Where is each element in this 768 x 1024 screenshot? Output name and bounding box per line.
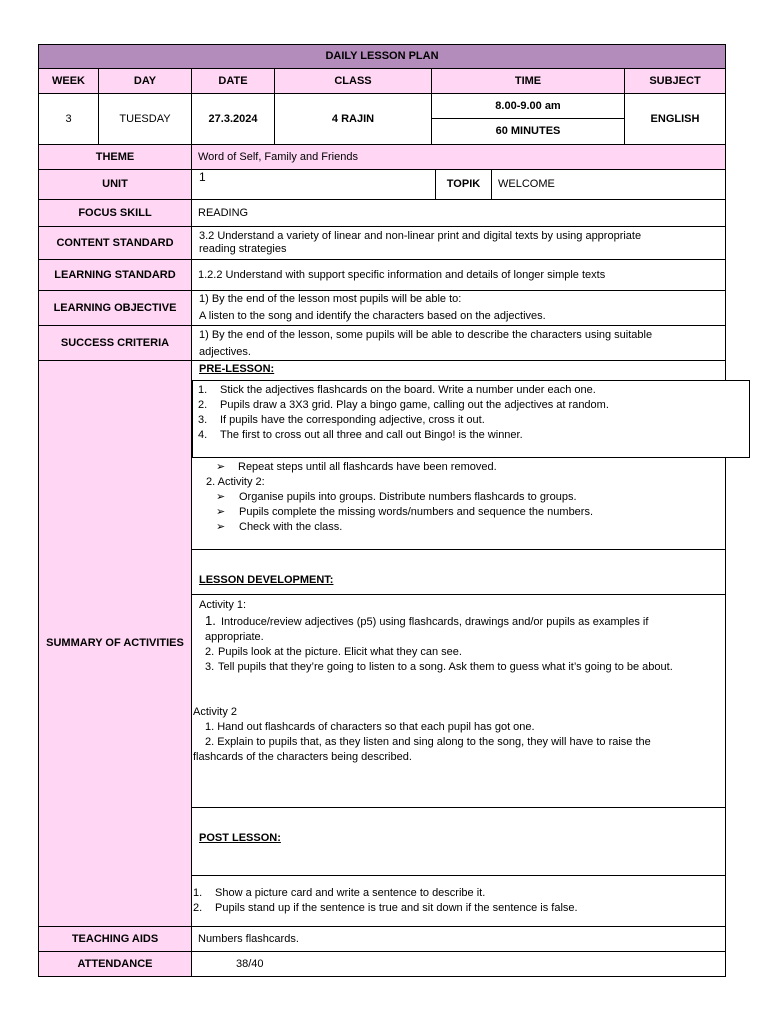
learning-objective-line1: 1) By the end of the lesson most pupils will be able to: <box>199 293 462 305</box>
dev-activity2-line: flashcards of the characters being described. <box>193 751 412 763</box>
dev-activity1-title: Activity 1: <box>199 599 247 611</box>
topic-label: TOPIK <box>435 169 492 200</box>
duration-value: 60 MINUTES <box>431 118 625 145</box>
bingo-step: Pupils draw a 3X3 grid. Play a bingo game, calling out the adjectives at random. <box>220 399 609 411</box>
subject-value: ENGLISH <box>624 93 726 145</box>
summary-label: SUMMARY OF ACTIVITIES <box>38 360 192 927</box>
dev-activity1-item: Tell pupils that they’re going to listen to a song. Ask them to guess what it’s going to be about. <box>218 661 673 673</box>
dev-activity1-item: Pupils look at the picture. Elicit what they can see. <box>218 646 462 658</box>
theme-value: Word of Self, Family and Friends <box>191 144 726 170</box>
unit-label: UNIT <box>38 169 192 200</box>
lesson-development-heading: LESSON DEVELOPMENT: <box>199 574 334 586</box>
activity2-item: Check with the class. <box>239 521 343 533</box>
time-value: 8.00-9.00 am <box>431 93 625 119</box>
bingo-step: Stick the adjectives flashcards on the board. Write a number under each one. <box>220 384 596 396</box>
activity2-title: 2. Activity 2: <box>206 476 265 488</box>
focus-skill-value: READING <box>191 199 726 227</box>
attendance-label: ATTENDANCE <box>38 951 192 977</box>
post-item: Pupils stand up if the sentence is true and sit down if the sentence is false. <box>215 902 578 914</box>
content-standard-line2: reading strategies <box>199 243 287 255</box>
bingo-step-number: 3. <box>198 414 208 426</box>
activity2-bullet: ➢ <box>216 506 226 518</box>
content-standard-label: CONTENT STANDARD <box>38 226 192 260</box>
time-header: TIME <box>431 68 625 94</box>
topic-value: WELCOME <box>491 169 726 200</box>
teaching-aids-label: TEACHING AIDS <box>38 926 192 952</box>
week-header: WEEK <box>38 68 99 94</box>
dev-activity2-line: 2. Explain to pupils that, as they listen and sing along to the song, they will have to raise the <box>205 736 651 748</box>
content-standard-line1: 3.2 Understand a variety of linear and non-linear print and digital texts by using appropriate <box>199 230 642 242</box>
activity2-bullet: ➢ <box>216 521 226 533</box>
day-header: DAY <box>98 68 192 94</box>
date-value: 27.3.2024 <box>191 93 275 145</box>
bingo-step: The first to cross out all three and call out Bingo! is the winner. <box>220 429 523 441</box>
learning-objective-label: LEARNING OBJECTIVE <box>38 290 192 326</box>
activity2-item: Organise pupils into groups. Distribute numbers flashcards to groups. <box>239 491 577 503</box>
bingo-step: If pupils have the corresponding adjective, cross it out. <box>220 414 485 426</box>
learning-standard-value: 1.2.2 Understand with support specific information and details of longer simple texts <box>191 259 726 291</box>
activity2-item: Pupils complete the missing words/numbers and sequence the numbers. <box>239 506 594 518</box>
unit-value: 1 <box>191 169 436 200</box>
teaching-aids-value: Numbers flashcards. <box>191 926 726 952</box>
dev-activity2-title: Activity 2 <box>193 706 238 718</box>
post-item-number: 2. <box>193 902 203 914</box>
class-header: CLASS <box>274 68 432 94</box>
subject-header: SUBJECT <box>624 68 726 94</box>
activity2-bullet: ➢ <box>216 491 226 503</box>
dev-activity2-line: 1. Hand out flashcards of characters so that each pupil has got one. <box>205 721 535 733</box>
post-lesson-heading: POST LESSON: <box>199 832 281 844</box>
lesson-plan-title: DAILY LESSON PLAN <box>38 44 726 69</box>
dev-activity1-number: 2. <box>205 646 215 658</box>
repeat-bullet: ➢ <box>216 461 226 473</box>
learning-standard-label: LEARNING STANDARD <box>38 259 192 291</box>
learning-objective-line2: A listen to the song and identify the characters based on the adjectives. <box>199 310 546 322</box>
dev-activity1-item: Introduce/review adjectives (p5) using flashcards, drawings and/or pupils as examples if <box>221 616 649 628</box>
class-value: 4 RAJIN <box>274 93 432 145</box>
success-criteria-label: SUCCESS CRITERIA <box>38 325 192 361</box>
bingo-step-number: 2. <box>198 399 208 411</box>
date-header: DATE <box>191 68 275 94</box>
lesson-development-section <box>191 549 726 595</box>
dev-activity1-number: 3. <box>205 661 215 673</box>
pre-lesson-heading: PRE-LESSON: <box>199 363 275 375</box>
focus-skill-label: FOCUS SKILL <box>38 199 192 227</box>
dev-activity1-item: appropriate. <box>205 631 264 643</box>
success-criteria-line1: 1) By the end of the lesson, some pupils will be able to describe the characters using suitable <box>199 329 653 341</box>
post-item-number: 1. <box>193 887 203 899</box>
repeat-step: Repeat steps until all flashcards have been removed. <box>238 461 497 473</box>
week-value: 3 <box>38 93 99 145</box>
attendance-value: 38/40 <box>191 951 726 977</box>
bingo-step-number: 1. <box>198 384 208 396</box>
post-item: Show a picture card and write a sentence to describe it. <box>215 887 486 899</box>
day-value: TUESDAY <box>98 93 192 145</box>
bingo-step-number: 4. <box>198 429 208 441</box>
theme-label: THEME <box>38 144 192 170</box>
dev-activity1-number: 1. <box>205 613 216 628</box>
success-criteria-line2: adjectives. <box>199 346 251 358</box>
